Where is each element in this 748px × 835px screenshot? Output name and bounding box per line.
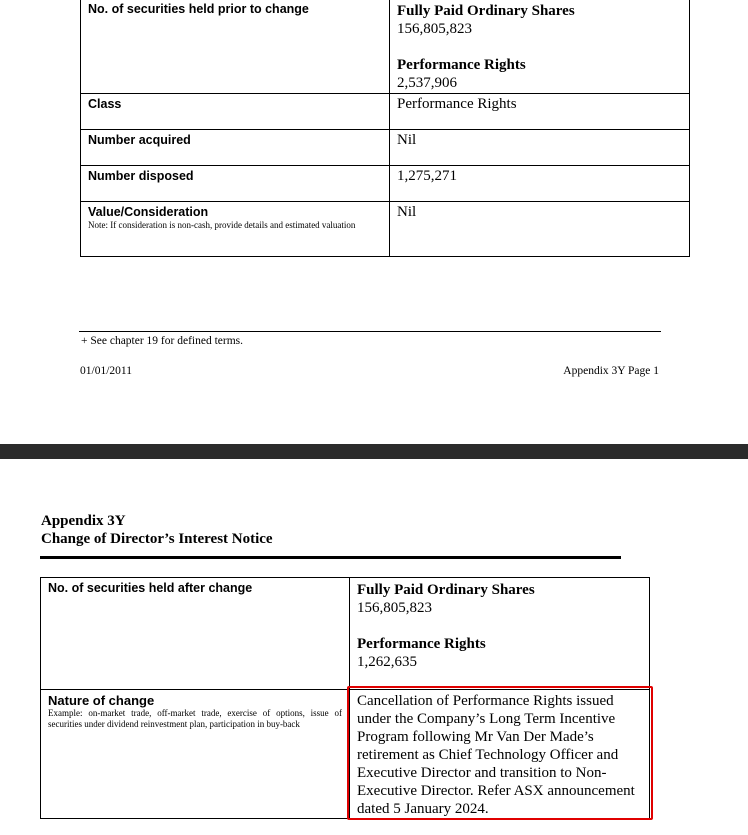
consideration-value: Nil xyxy=(397,204,417,220)
notice-title: Change of Director’s Interest Notice xyxy=(41,531,273,547)
acquired-label: Number acquired xyxy=(88,133,191,147)
held-prior-rights-title: Performance Rights xyxy=(397,57,526,73)
held-after-shares-title: Fully Paid Ordinary Shares xyxy=(357,582,535,598)
row-consideration xyxy=(81,202,690,257)
held-prior-rights-value: 2,537,906 xyxy=(397,75,457,91)
class-value: Performance Rights xyxy=(397,96,517,112)
held-after-shares-value: 156,805,823 xyxy=(357,600,432,616)
row-held-after xyxy=(41,578,650,690)
disposed-label: Number disposed xyxy=(88,169,194,183)
held-after-rights-title: Performance Rights xyxy=(357,636,486,652)
held-after-rights-value: 1,262,635 xyxy=(357,654,417,670)
nature-value: Cancellation of Performance Rights issued under the Company’s Long Term Incentive Program following Mr Van Der Made’s retirement as Chief Technology Officer and Executive Director and transition to Non-Executive Director. Refer ASX announcement dated 5 January 2024. xyxy=(357,693,635,817)
securities-table-page1 xyxy=(80,0,690,257)
nature-label: Nature of change xyxy=(48,693,155,708)
defined-terms-note: + See chapter 19 for defined terms. xyxy=(81,335,243,347)
row-disposed xyxy=(81,166,690,202)
class-label: Class xyxy=(88,97,122,111)
row-class xyxy=(81,94,690,130)
consideration-label: Value/Consideration xyxy=(88,205,209,219)
page-separator xyxy=(0,444,748,459)
row-acquired xyxy=(81,130,690,166)
highlight-box xyxy=(347,686,653,820)
consideration-note: Note: If consideration is non-cash, provide details and estimated valuation xyxy=(88,220,356,230)
nature-note: Example: on-market trade, off-market trade, exercise of options, issue of securities under dividend reinvestment plan, participation in buy-back xyxy=(48,708,342,729)
row-held-prior xyxy=(81,0,690,94)
disposed-value: 1,275,271 xyxy=(397,168,457,184)
held-prior-shares-value: 156,805,823 xyxy=(397,21,472,37)
footer-date: 01/01/2011 xyxy=(80,365,132,377)
held-prior-shares-title: Fully Paid Ordinary Shares xyxy=(397,3,575,19)
held-after-label: No. of securities held after change xyxy=(48,581,253,595)
appendix-title: Appendix 3Y xyxy=(41,513,126,529)
held-prior-label: No. of securities held prior to change xyxy=(88,2,309,16)
footer-rule xyxy=(79,331,661,332)
acquired-value: Nil xyxy=(397,132,417,148)
header-rule xyxy=(40,556,621,559)
footer-page-label: Appendix 3Y Page 1 xyxy=(563,365,659,377)
